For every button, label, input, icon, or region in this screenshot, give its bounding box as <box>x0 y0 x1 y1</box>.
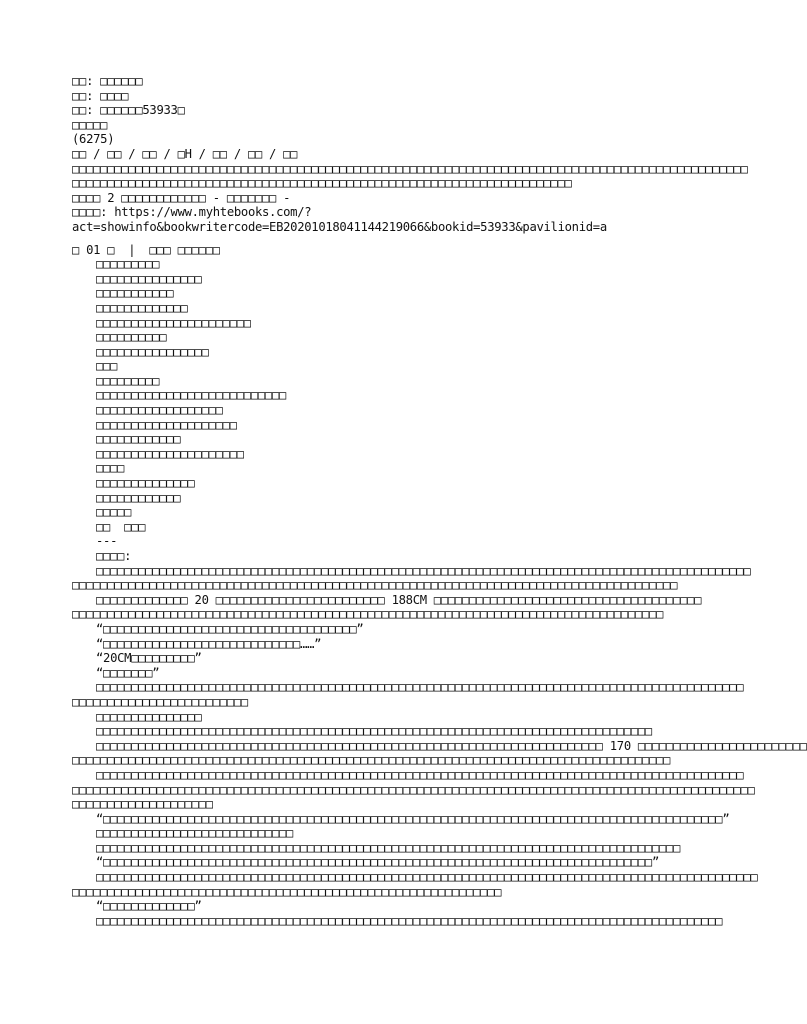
chapter-text-line: □□□□□□□□□□□□□□□□□□□□□□□□□□□□□□□□□□□□□□□□□□□□□□□□□□□□□□□□□□□□□□□□□□□□□□□□ 170 □□□□□□□□□□□□□□□□□□□□□□□□ <box>96 738 807 753</box>
chapter-text-line: □□□□□□□□□□□□□ 20 □□□□□□□□□□□□□□□□□□□□□□□□ 188CM □□□□□□□□□□□□□□□□□□□□□□□□□□□□□□□□□□□□□□ <box>96 592 702 607</box>
chapter-heading: □ 01 □ | □□□ □□□□□□ <box>72 242 220 257</box>
chapter-text-line: “□□□□□□□□□□□□□□□□□□□□□□□□□□□□□□□□□□□□□□□□□□□□□□□□□□□□□□□□□□□□□□□□□□□□□□□□□□□□□□” <box>96 855 660 870</box>
author-line: □□: □□□□ <box>72 88 129 103</box>
chapter-body <box>72 257 807 928</box>
url-line-continued: act=showinfo&bookwritercode=EB20201018041144219066&bookid=53933&pavilionid=a <box>72 219 607 234</box>
chapter-text-line: □□□□□□□□□□□□□□□ <box>96 709 202 724</box>
chapter-text-line: □□□□□□□□□ <box>96 373 160 388</box>
tags-line: □□ / □□ / □□ / □H / □□ / □□ / □□ <box>72 146 298 161</box>
chapter-text-line: “20CM□□□□□□□□□” <box>96 651 202 666</box>
summary-line: □□□□□□□□□□□□□□□□□□□□□□□□□□□□□□□□□□□□□□□□□□□□□□□□□□□□□□□□□□□□□□□□□□□□□□□□□□□□□□□□□□□□□□□□□□□□□□□□ <box>72 161 748 176</box>
chapter-text-line: □□□□□□□□□□□□□□□□□□□□□□□□□□□□□□□□□□□□□□□□□□□□□□□□□□□□□□□□□□□□□□□□□□□□□□□□□□□□□□□□□□□□ <box>72 607 664 622</box>
chapter-text-line: □□□□□□□□□□□□ <box>96 432 181 447</box>
chapter-text-line: □□□□□□□□□□□□□□□□□□□□ <box>96 417 237 432</box>
chapter-text-line: □□□□□□□□□□□□□ <box>96 300 188 315</box>
chapter-text-line: □□□□□□□□□□□□□□□□□□□□□□□□□□□□□□□□□□□□□□□□□□□□□□□□□□□□□□□□□□□□□□□□□□□□□□□□□□□□□□□□□□□ <box>96 840 681 855</box>
chapter-text-line: “□□□□□□□□□□□□□” <box>96 899 202 914</box>
summary-line: □□□□ 2 □□□□□□□□□□□□ - □□□□□□□ - <box>72 190 291 205</box>
chapter-text-line: □□□□: <box>96 549 132 563</box>
chapter-text-line: “□□□□□□□□□□□□□□□□□□□□□□□□□□□□……” <box>96 636 322 651</box>
chapter-text-line: □□□□□□□□□□□□□□□□□□□□□□□□□□□□□□□□□□□□□□□□□□□□□□□□□□□□□□□□□□□□□□□□□□□□□□□□□□□□□□□□□□□□□□□□□□□□ <box>96 680 744 695</box>
chapter-text-line: □□□□□□□□□□□□□□□□□□□□□□□□□□□□□□□□□□□□□□□□□□□□□□□□□□□□□□□□□□□□□□□□□□□□□□□□□□□□□□□□□□□□□□□□□□□□□ <box>96 563 751 578</box>
chapter-text-line: □□□□□□□□□□□□□□□□□□□□□□□□□□□□□□□□□□□□□□□□□□□□□□□□□□□□□□□□□□□□□□□□□□□□□□□□□□□□□□□□□□□□□□□□□□□□ <box>96 767 744 782</box>
chapter-text-line: □□□□□□□□□□ <box>96 330 167 345</box>
count-line: (6275) <box>72 132 115 147</box>
chapter-text-line: □□□□□□□□□□□□ <box>96 490 181 505</box>
chapter-text-line: □□□□□□□□□□□□□□□□□□□□□□□□□□□□□□□□□□□□□□□□□□□□□□□□□□□□□□□□□□□□□□□□□□□□□□□□□□□□□□□□□□□□□□□□□□□□□□ <box>96 870 758 885</box>
status-line: □□□□□ <box>72 117 108 132</box>
chapter-text-line: □□□□□□□□□□□□□□ <box>96 476 195 491</box>
chapter-text-line: □□□□□□□□□□□□□□□□□□□□□□□□□□□□□□□□□□□□□□□□□□□□□□□□□□□□□□□□□□□□□□□□□□□□□□□□□□□□□□□□□□□□□ <box>72 753 671 768</box>
chapter-text-line: □□□□□□□□□□□□□□□□□□□□□□□□□ <box>72 694 248 709</box>
chapter-text-line: □□□ <box>96 359 118 374</box>
chapter-text-line: □□□□□□□□□□□□□□□□□□□□□□□□□□□□ <box>96 826 294 841</box>
chapter-text-line: “□□□□□□□□□□□□□□□□□□□□□□□□□□□□□□□□□□□□” <box>96 621 364 636</box>
summary-line: □□□□□□□□□□□□□□□□□□□□□□□□□□□□□□□□□□□□□□□□□□□□□□□□□□□□□□□□□□□□□□□□□□□□□□□ <box>72 176 572 191</box>
chapter-text-line: □□□□□□□□□□□□□□□□ <box>96 344 209 359</box>
chapter-text-line: □□□□□□□□□□□□□□□□□□□□□□ <box>96 315 251 330</box>
chapter-text-line: □□□□□□□□□ <box>96 257 160 272</box>
chapter-text-line: □□□□□□□□□□□□□□□ <box>96 271 202 286</box>
chapter-text-line: □□□□□ <box>96 505 132 520</box>
spacer <box>72 235 712 243</box>
chapter-text-line: □□□□□□□□□□□□□□□□□□□□□□□□□□□□□□□□□□□□□□□□□□□□□□□□□□□□□□□□□□□□□□□□□□□□□□□□□□□□□□□ <box>96 724 652 739</box>
chapter-text-line: □□□□□□□□□□□□□□□□□□□□□□□□□□□ <box>96 388 287 403</box>
chapter-text-line: □□□□□□□□□□□□□□□□□□□□□ <box>96 446 244 461</box>
chapter-text-line: □□□□□□□□□□□□□□□□□□□□□□□□□□□□□□□□□□□□□□□□□□□□□□□□□□□□□□□□□□□□□□□□□□□□□□□□□□□□□□□□□□□□□□ <box>72 578 678 593</box>
chapter-text-line: □□□□□□□□□□□ <box>96 286 174 301</box>
chapter-text-line: □□□□□□□□□□□□□□□□□□□□□□□□□□□□□□□□□□□□□□□□□□□□□□□□□□□□□□□□□□□□□□□□□□□□□□□□□□□□□□□□□□□□□□□□□ <box>96 913 723 928</box>
chapter-text-line: □□□□ <box>96 461 125 476</box>
source-line: □□: □□□□□□53933□ <box>72 103 185 118</box>
chapter-text-line: --- <box>96 534 118 549</box>
chapter-text-line: □□ □□□ <box>96 519 146 534</box>
chapter-text-line: □□□□□□□□□□□□□□□□□□□□ <box>72 797 213 812</box>
book-title-line: □□: □□□□□□ <box>72 74 143 88</box>
chapter-text-line: “□□□□□□□” <box>96 665 160 680</box>
url-line: □□□□: https://www.myhtebooks.com/? <box>72 205 312 220</box>
chapter-text-line: □□□□□□□□□□□□□□□□□□ <box>96 403 223 418</box>
chapter-text-line: □□□□□□□□□□□□□□□□□□□□□□□□□□□□□□□□□□□□□□□□□□□□□□□□□□□□□□□□□□□□□□□□□□□□□□□□□□□□□□□□□□□□□□□□□□□□□□□□□ <box>72 782 755 797</box>
document-page <box>72 74 807 928</box>
chapter-text-line: “□□□□□□□□□□□□□□□□□□□□□□□□□□□□□□□□□□□□□□□□□□□□□□□□□□□□□□□□□□□□□□□□□□□□□□□□□□□□□□□□□□□□□□□□” <box>96 811 730 826</box>
chapter-text-line: □□□□□□□□□□□□□□□□□□□□□□□□□□□□□□□□□□□□□□□□□□□□□□□□□□□□□□□□□□□□□ <box>72 884 502 899</box>
